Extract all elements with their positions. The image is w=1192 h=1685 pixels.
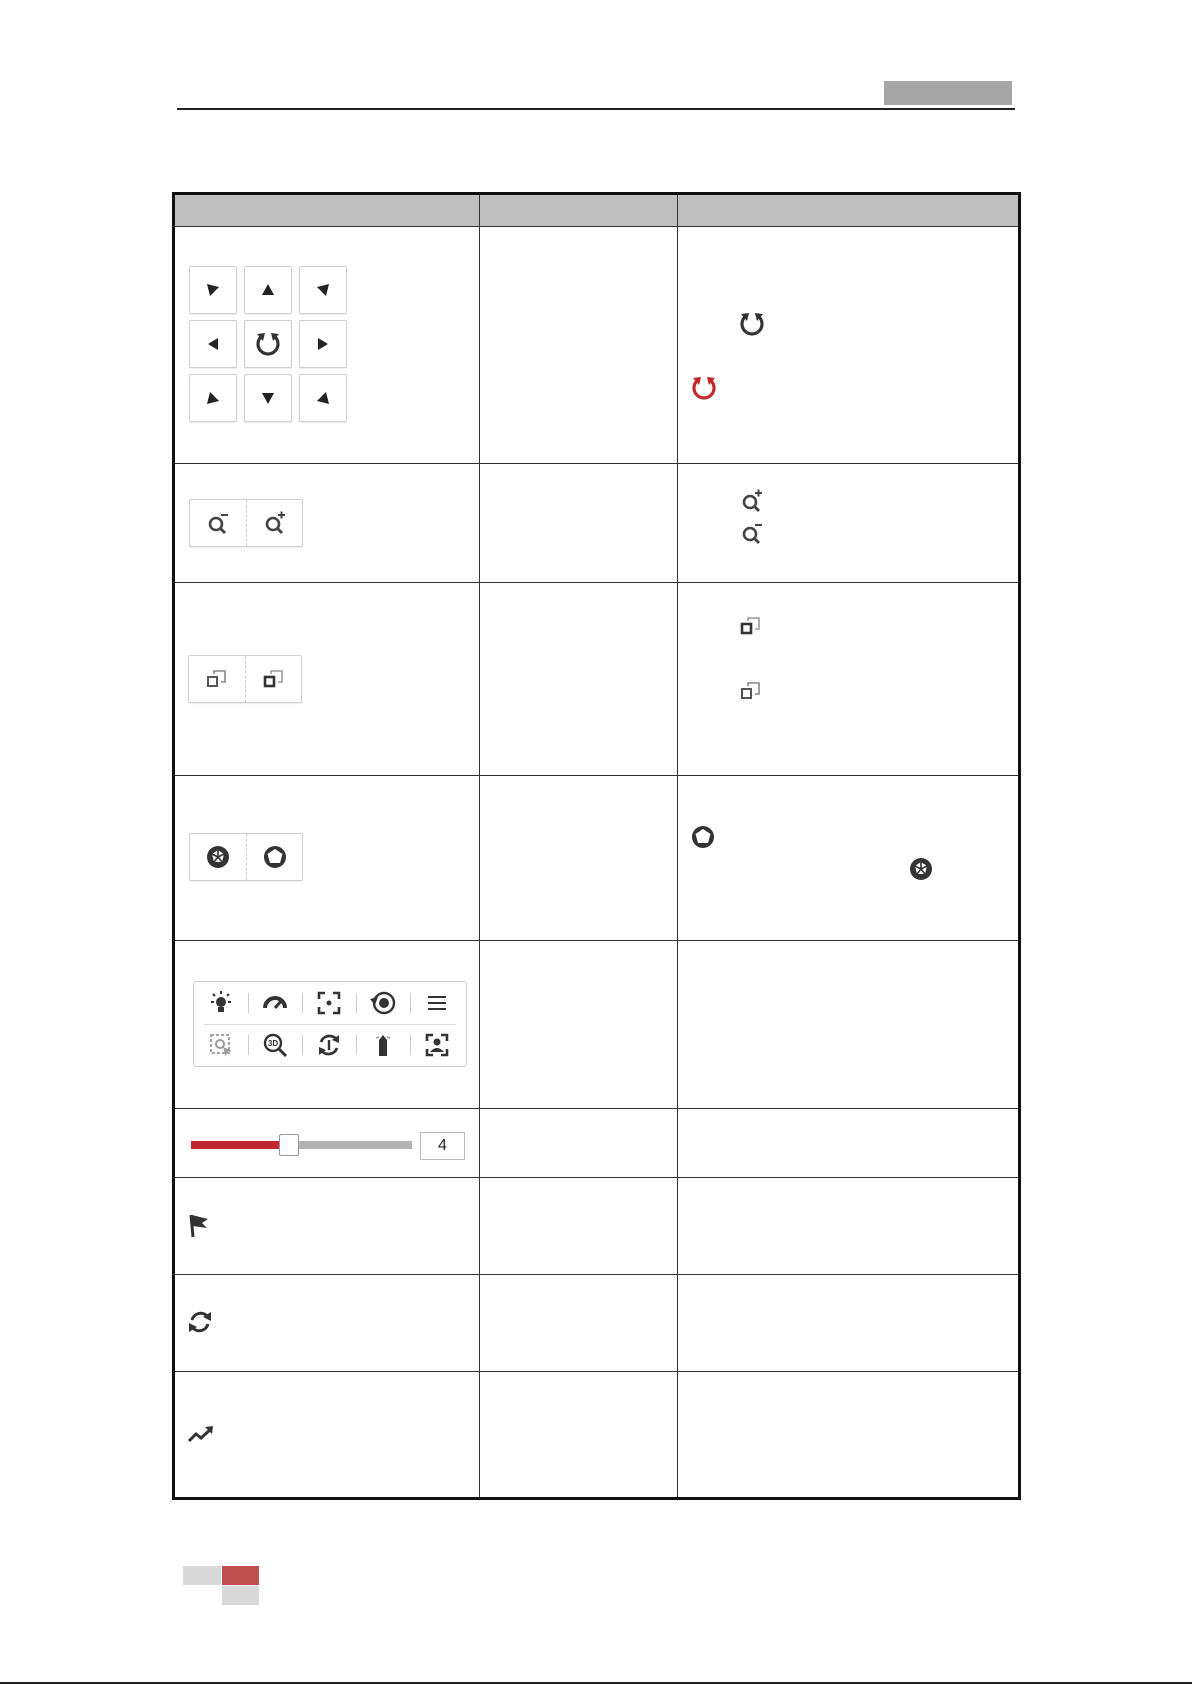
- 3d-positioning-icon: [208, 1032, 234, 1058]
- auto-pan-icon: [254, 330, 282, 358]
- arrow-down-left-icon: [206, 391, 220, 405]
- menu-icon: [426, 993, 448, 1013]
- preset-cell: [174, 1178, 480, 1275]
- manual-face-capture-icon: [370, 1032, 396, 1058]
- toolbar-description-cell: [480, 941, 678, 1109]
- manual-face-capture-button[interactable]: [356, 1025, 410, 1065]
- arrow-up-right-button[interactable]: [299, 266, 347, 314]
- auto-pan-icon: [738, 310, 766, 338]
- light-icon: [208, 990, 234, 1016]
- manual-tracking-button[interactable]: [302, 1025, 356, 1065]
- iris-close-icon: [205, 844, 231, 870]
- arrow-up-icon: [261, 283, 275, 297]
- preset-notes-cell: [678, 1178, 1020, 1275]
- pattern-description-cell: [480, 1372, 678, 1499]
- speed-slider-thumb[interactable]: [279, 1134, 299, 1156]
- speed-slider-fill: [191, 1141, 288, 1149]
- zoom-out-icon: [206, 511, 230, 535]
- arrow-up-button[interactable]: [244, 266, 292, 314]
- table-header-row: [174, 194, 1020, 227]
- iris-button-group: [189, 833, 303, 881]
- table-row-speed: [174, 1109, 1020, 1178]
- patrol-description-cell: [480, 1275, 678, 1372]
- arrow-up-left-button[interactable]: [189, 266, 237, 314]
- light-button[interactable]: [194, 983, 248, 1023]
- table-row-focus: [174, 583, 1020, 776]
- iris-notes-cell: [678, 776, 1020, 941]
- footer-decoration-light-lower: [222, 1586, 259, 1605]
- focus-cell: [174, 583, 480, 776]
- regional-exposure-button[interactable]: [410, 1025, 464, 1065]
- zoom-cell: [174, 464, 480, 583]
- speed-description-cell: [480, 1109, 678, 1178]
- pattern-notes-cell: [678, 1372, 1020, 1499]
- lens-initialization-button[interactable]: [356, 983, 410, 1023]
- zoom-out-button[interactable]: [190, 500, 246, 546]
- lens-initialization-icon: [369, 989, 397, 1017]
- direction-description-cell: [480, 227, 678, 464]
- one-touch-focus-button[interactable]: [302, 983, 356, 1023]
- focus-button-group: [188, 655, 302, 703]
- iris-close-icon: [908, 856, 934, 882]
- table-row-pattern: [174, 1372, 1020, 1499]
- table-row-patrol: [174, 1275, 1020, 1372]
- iris-open-icon: [690, 824, 716, 850]
- focus-notes-cell: [678, 583, 1020, 776]
- focus-near-icon: [740, 680, 762, 702]
- pattern-cell: [174, 1372, 480, 1499]
- footer-decoration-red: [222, 1566, 259, 1585]
- zoom-in-icon: [740, 489, 764, 513]
- pattern-icon[interactable]: [187, 1424, 215, 1444]
- ptz-control-table: [172, 192, 1021, 1500]
- arrow-left-button[interactable]: [189, 320, 237, 368]
- table-row-zoom: [174, 464, 1020, 583]
- header-rule: [177, 108, 1015, 110]
- patrol-notes-cell: [678, 1275, 1020, 1372]
- table-row-toolbar: [174, 941, 1020, 1109]
- footer-decoration-light: [183, 1566, 221, 1585]
- preset-description-cell: [480, 1178, 678, 1275]
- arrow-right-icon: [316, 337, 330, 351]
- svg-text:3D: 3D: [267, 1039, 279, 1048]
- patrol-cell: [174, 1275, 480, 1372]
- zoom-notes-cell: [678, 464, 1020, 583]
- arrow-down-icon: [261, 391, 275, 405]
- arrow-up-left-icon: [206, 283, 220, 297]
- focus-far-icon: [263, 668, 285, 690]
- 3d-positioning-button[interactable]: [194, 1025, 248, 1065]
- toolbar-cell: [174, 941, 480, 1109]
- direction-notes-cell: [678, 227, 1020, 464]
- arrow-left-icon: [206, 337, 220, 351]
- focus-near-icon: [206, 668, 228, 690]
- preset-flag-icon[interactable]: [187, 1212, 211, 1238]
- speed-slider-cell: [174, 1109, 480, 1178]
- patrol-icon[interactable]: [187, 1309, 213, 1335]
- auto-pan-active-icon: [690, 374, 718, 402]
- arrow-down-button[interactable]: [244, 374, 292, 422]
- speed-value-field[interactable]: 4: [420, 1132, 465, 1160]
- arrow-down-right-button[interactable]: [299, 374, 347, 422]
- table-row-preset: [174, 1178, 1020, 1275]
- zoom-out-icon: [740, 521, 764, 545]
- auto-pan-button[interactable]: [244, 320, 292, 368]
- zoom-description-cell: [480, 464, 678, 583]
- zoom-button-group: [189, 499, 303, 547]
- toolbar-notes-cell: [678, 941, 1020, 1109]
- focus-near-button[interactable]: [189, 656, 245, 702]
- 3d-zoom-button[interactable]: [248, 1025, 302, 1065]
- menu-button[interactable]: [410, 983, 464, 1023]
- iris-open-icon: [262, 844, 288, 870]
- arrow-down-left-button[interactable]: [189, 374, 237, 422]
- zoom-in-icon: [263, 511, 287, 535]
- table-row-direction: [174, 227, 1020, 464]
- iris-open-button[interactable]: [246, 834, 303, 880]
- one-touch-focus-icon: [316, 990, 342, 1016]
- zoom-in-button[interactable]: [246, 500, 303, 546]
- manual-tracking-icon: [316, 1032, 342, 1058]
- speed-notes-cell: [678, 1109, 1020, 1178]
- iris-close-button[interactable]: [190, 834, 246, 880]
- header-tab: [884, 81, 1012, 105]
- footer-rule: [0, 1682, 1192, 1684]
- speed-slider-track[interactable]: [191, 1141, 412, 1149]
- table-row-iris: [174, 776, 1020, 941]
- arrow-right-button[interactable]: [299, 320, 347, 368]
- iris-description-cell: [480, 776, 678, 941]
- arrow-up-right-icon: [316, 283, 330, 297]
- ptz-auxiliary-toolbar: [193, 981, 467, 1067]
- direction-pad-cell: [174, 227, 480, 464]
- wiper-button[interactable]: [248, 983, 302, 1023]
- focus-far-icon: [740, 615, 762, 637]
- iris-cell: [174, 776, 480, 941]
- focus-description-cell: [480, 583, 678, 776]
- column-header-icon: [174, 194, 480, 227]
- 3d-zoom-icon: [262, 1032, 288, 1058]
- column-header-notes: [678, 194, 1020, 227]
- focus-far-button[interactable]: [245, 656, 302, 702]
- wiper-icon: [262, 990, 288, 1016]
- arrow-down-right-icon: [316, 391, 330, 405]
- regional-exposure-icon: [424, 1032, 450, 1058]
- column-header-description: [480, 194, 678, 227]
